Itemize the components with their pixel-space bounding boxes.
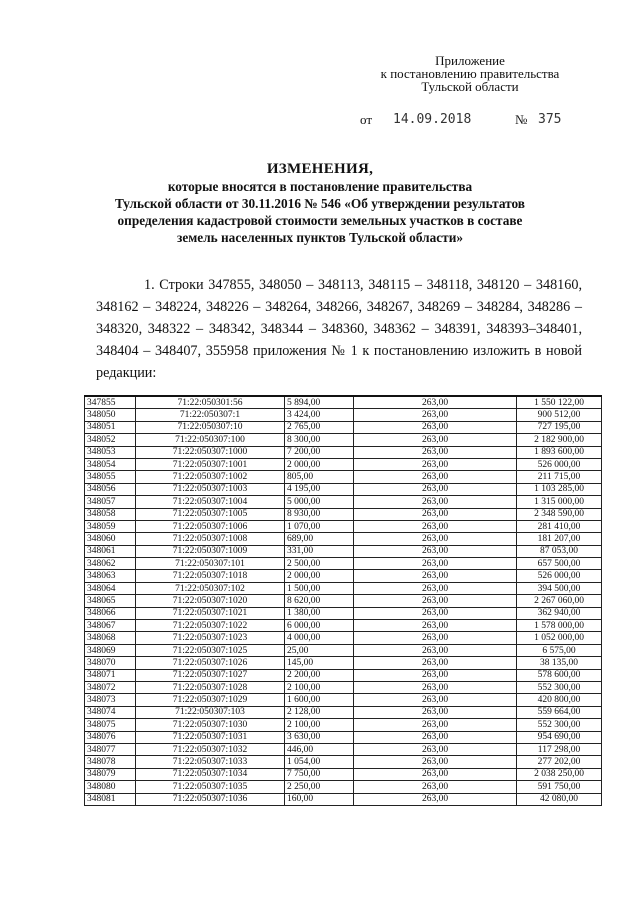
- rate-cell: 263,00: [354, 694, 517, 706]
- row-id-cell: 348069: [85, 644, 136, 656]
- table-row: [85, 570, 602, 582]
- value-cell: 657 500,00: [517, 558, 602, 570]
- table-row: [85, 719, 602, 731]
- rate-cell: 263,00: [354, 781, 517, 793]
- table-row: [85, 458, 602, 470]
- decree-date: 14.09.2018: [393, 112, 472, 127]
- table-row: [85, 471, 602, 483]
- cadastral-number-cell: 71:22:050307:1000: [136, 446, 285, 458]
- row-id-cell: 348064: [85, 582, 136, 594]
- rate-cell: 263,00: [354, 409, 517, 421]
- rate-cell: 263,00: [354, 595, 517, 607]
- value-cell: 526 000,00: [517, 458, 602, 470]
- area-cell: 805,00: [285, 471, 354, 483]
- document-heading: [60, 160, 580, 246]
- heading-line: земель населенных пунктов Тульской области»: [177, 230, 463, 245]
- table-row: [85, 781, 602, 793]
- row-id-cell: 348060: [85, 533, 136, 545]
- value-cell: 559 664,00: [517, 706, 602, 718]
- area-cell: 446,00: [285, 743, 354, 755]
- rate-cell: 263,00: [354, 471, 517, 483]
- row-id-cell: 348053: [85, 446, 136, 458]
- area-cell: 1 070,00: [285, 520, 354, 532]
- area-cell: 4 000,00: [285, 632, 354, 644]
- rate-cell: 263,00: [354, 719, 517, 731]
- cadastral-number-cell: 71:22:050307:1004: [136, 496, 285, 508]
- cadastral-number-cell: 71:22:050307:1031: [136, 731, 285, 743]
- table-row: [85, 669, 602, 681]
- value-cell: 1 578 000,00: [517, 620, 602, 632]
- row-id-cell: 348081: [85, 793, 136, 805]
- value-cell: 552 300,00: [517, 719, 602, 731]
- table-row: [85, 731, 602, 743]
- cadastral-number-cell: 71:22:050307:1003: [136, 483, 285, 495]
- rate-cell: 263,00: [354, 421, 517, 433]
- row-id-cell: 348079: [85, 768, 136, 780]
- rate-cell: 263,00: [354, 607, 517, 619]
- cadastral-number-cell: 71:22:050307:1025: [136, 644, 285, 656]
- rate-cell: 263,00: [354, 570, 517, 582]
- cadastral-number-cell: 71:22:050307:1009: [136, 545, 285, 557]
- table-row: [85, 657, 602, 669]
- row-id-cell: 348054: [85, 458, 136, 470]
- row-id-cell: 348059: [85, 520, 136, 532]
- rate-cell: 263,00: [354, 533, 517, 545]
- rate-cell: 263,00: [354, 396, 517, 409]
- rate-cell: 263,00: [354, 669, 517, 681]
- value-cell: 6 575,00: [517, 644, 602, 656]
- heading-line: определения кадастровой стоимости земельных участков в составе: [117, 213, 523, 228]
- area-cell: 25,00: [285, 644, 354, 656]
- rate-cell: 263,00: [354, 496, 517, 508]
- value-cell: 578 600,00: [517, 669, 602, 681]
- table-row: [85, 620, 602, 632]
- value-cell: 2 267 060,00: [517, 595, 602, 607]
- area-cell: 8 300,00: [285, 434, 354, 446]
- row-id-cell: 348068: [85, 632, 136, 644]
- value-cell: 1 550 122,00: [517, 396, 602, 409]
- number-sign: №: [515, 112, 528, 127]
- rate-cell: 263,00: [354, 483, 517, 495]
- value-cell: 1 052 000,00: [517, 632, 602, 644]
- value-cell: 420 800,00: [517, 694, 602, 706]
- table-row: [85, 434, 602, 446]
- row-id-cell: 348055: [85, 471, 136, 483]
- table-row: [85, 644, 602, 656]
- table-row: [85, 508, 602, 520]
- rate-cell: 263,00: [354, 706, 517, 718]
- value-cell: 362 940,00: [517, 607, 602, 619]
- cadastral-number-cell: 71:22:050307:1023: [136, 632, 285, 644]
- area-cell: 2 128,00: [285, 706, 354, 718]
- row-id-cell: 348067: [85, 620, 136, 632]
- table-row: [85, 582, 602, 594]
- area-cell: 2 200,00: [285, 669, 354, 681]
- value-cell: 277 202,00: [517, 756, 602, 768]
- area-cell: 2 100,00: [285, 719, 354, 731]
- cadastral-number-cell: 71:22:050307:1022: [136, 620, 285, 632]
- value-cell: 552 300,00: [517, 681, 602, 693]
- row-id-cell: 348066: [85, 607, 136, 619]
- rate-cell: 263,00: [354, 644, 517, 656]
- cadastral-number-cell: 71:22:050307:100: [136, 434, 285, 446]
- row-id-cell: 348062: [85, 558, 136, 570]
- rate-cell: 263,00: [354, 520, 517, 532]
- rate-cell: 263,00: [354, 632, 517, 644]
- area-cell: 2 500,00: [285, 558, 354, 570]
- value-cell: 900 512,00: [517, 409, 602, 421]
- row-id-cell: 348076: [85, 731, 136, 743]
- cadastral-number-cell: 71:22:050307:1002: [136, 471, 285, 483]
- row-id-cell: 348071: [85, 669, 136, 681]
- cadastral-number-cell: 71:22:050307:10: [136, 421, 285, 433]
- rate-cell: 263,00: [354, 545, 517, 557]
- row-id-cell: 348065: [85, 595, 136, 607]
- value-cell: 394 500,00: [517, 582, 602, 594]
- table-row: [85, 706, 602, 718]
- value-cell: 954 690,00: [517, 731, 602, 743]
- row-id-cell: 348063: [85, 570, 136, 582]
- appendix-header: [340, 54, 600, 93]
- decree-number: 375: [538, 112, 562, 127]
- area-cell: 4 195,00: [285, 483, 354, 495]
- cadastral-number-cell: 71:22:050307:1028: [136, 681, 285, 693]
- table-body: [85, 396, 602, 805]
- cadastral-number-cell: 71:22:050307:1006: [136, 520, 285, 532]
- rate-cell: 263,00: [354, 793, 517, 805]
- from-label: от: [360, 112, 373, 127]
- value-cell: 1 893 600,00: [517, 446, 602, 458]
- row-id-cell: 348072: [85, 681, 136, 693]
- row-id-cell: 348056: [85, 483, 136, 495]
- rate-cell: 263,00: [354, 743, 517, 755]
- table-row: [85, 409, 602, 421]
- table-row: [85, 446, 602, 458]
- table-row: [85, 421, 602, 433]
- value-cell: 2 182 900,00: [517, 434, 602, 446]
- value-cell: 38 135,00: [517, 657, 602, 669]
- value-cell: 526 000,00: [517, 570, 602, 582]
- row-id-cell: 348075: [85, 719, 136, 731]
- rate-cell: 263,00: [354, 756, 517, 768]
- heading-title: ИЗМЕНЕНИЯ,: [266, 161, 374, 177]
- cadastral-number-cell: 71:22:050307:1: [136, 409, 285, 421]
- value-cell: 181 207,00: [517, 533, 602, 545]
- cadastral-number-cell: 71:22:050307:1005: [136, 508, 285, 520]
- table-row: [85, 743, 602, 755]
- row-id-cell: 348057: [85, 496, 136, 508]
- rate-cell: 263,00: [354, 508, 517, 520]
- area-cell: 689,00: [285, 533, 354, 545]
- table-row: [85, 607, 602, 619]
- area-cell: 2 250,00: [285, 781, 354, 793]
- table-row: [85, 595, 602, 607]
- cadastral-number-cell: 71:22:050307:1008: [136, 533, 285, 545]
- row-id-cell: 348077: [85, 743, 136, 755]
- row-id-cell: 348070: [85, 657, 136, 669]
- area-cell: 2 000,00: [285, 458, 354, 470]
- value-cell: 2 348 590,00: [517, 508, 602, 520]
- table-row: [85, 496, 602, 508]
- area-cell: 7 750,00: [285, 768, 354, 780]
- cadastral-number-cell: 71:22:050307:1032: [136, 743, 285, 755]
- row-id-cell: 348074: [85, 706, 136, 718]
- cadastral-number-cell: 71:22:050307:1036: [136, 793, 285, 805]
- value-cell: 727 195,00: [517, 421, 602, 433]
- table-row: [85, 558, 602, 570]
- value-cell: 87 053,00: [517, 545, 602, 557]
- area-cell: 7 200,00: [285, 446, 354, 458]
- area-cell: 145,00: [285, 657, 354, 669]
- body-paragraph: 1. Строки 347855, 348050 – 348113, 348115 – 348118, 348120 – 348160, 348162 – 348224, 348226 – 348264, 348266, 348267, 348269 – 348284, 348286 – 348320, 348322 – 348342, 348344 – 348360, 348362 – 348391, 348393–348401, 348404 – 348407, 355958 приложения № 1 к постановлению изложить в новой редакции:: [96, 277, 582, 381]
- value-cell: 42 080,00: [517, 793, 602, 805]
- value-cell: 281 410,00: [517, 520, 602, 532]
- rate-cell: 263,00: [354, 620, 517, 632]
- table-row: [85, 632, 602, 644]
- table-row: [85, 768, 602, 780]
- row-id-cell: 348080: [85, 781, 136, 793]
- rate-cell: 263,00: [354, 582, 517, 594]
- rate-cell: 263,00: [354, 768, 517, 780]
- row-id-cell: 347855: [85, 396, 136, 409]
- cadastral-number-cell: 71:22:050307:1001: [136, 458, 285, 470]
- cadastral-number-cell: 71:22:050301:56: [136, 396, 285, 409]
- row-id-cell: 348061: [85, 545, 136, 557]
- table-row: [85, 533, 602, 545]
- area-cell: 6 000,00: [285, 620, 354, 632]
- area-cell: 3 630,00: [285, 731, 354, 743]
- rate-cell: 263,00: [354, 434, 517, 446]
- value-cell: 1 315 000,00: [517, 496, 602, 508]
- area-cell: 5 000,00: [285, 496, 354, 508]
- table-row: [85, 396, 602, 409]
- area-cell: 8 930,00: [285, 508, 354, 520]
- table-row: [85, 756, 602, 768]
- cadastral-number-cell: 71:22:050307:1030: [136, 719, 285, 731]
- area-cell: 2 765,00: [285, 421, 354, 433]
- appendix-line: Приложение: [435, 53, 505, 68]
- area-cell: 2 100,00: [285, 681, 354, 693]
- table-row: [85, 681, 602, 693]
- appendix-line: Тульской области: [421, 79, 519, 94]
- area-cell: 3 424,00: [285, 409, 354, 421]
- heading-line: Тульской области от 30.11.2016 № 546 «Об утверждении результатов: [115, 196, 525, 211]
- cadastral-number-cell: 71:22:050307:1034: [136, 768, 285, 780]
- value-cell: 2 038 250,00: [517, 768, 602, 780]
- cadastral-number-cell: 71:22:050307:1029: [136, 694, 285, 706]
- area-cell: 1 500,00: [285, 582, 354, 594]
- rate-cell: 263,00: [354, 446, 517, 458]
- body-text: [96, 274, 582, 384]
- rate-cell: 263,00: [354, 657, 517, 669]
- cadastral-number-cell: 71:22:050307:1020: [136, 595, 285, 607]
- rate-cell: 263,00: [354, 681, 517, 693]
- area-cell: 331,00: [285, 545, 354, 557]
- row-id-cell: 348051: [85, 421, 136, 433]
- cadastral-number-cell: 71:22:050307:1027: [136, 669, 285, 681]
- appendix-line: к постановлению правительства: [380, 66, 560, 81]
- table-row: [85, 520, 602, 532]
- row-id-cell: 348058: [85, 508, 136, 520]
- rate-cell: 263,00: [354, 731, 517, 743]
- value-cell: 117 298,00: [517, 743, 602, 755]
- cadastral-number-cell: 71:22:050307:1033: [136, 756, 285, 768]
- area-cell: 1 054,00: [285, 756, 354, 768]
- table-row: [85, 694, 602, 706]
- cadastral-number-cell: 71:22:050307:103: [136, 706, 285, 718]
- cadastral-number-cell: 71:22:050307:1018: [136, 570, 285, 582]
- cadastral-number-cell: 71:22:050307:102: [136, 582, 285, 594]
- row-id-cell: 348078: [85, 756, 136, 768]
- area-cell: 5 894,00: [285, 396, 354, 409]
- area-cell: 1 380,00: [285, 607, 354, 619]
- value-cell: 1 103 285,00: [517, 483, 602, 495]
- table-row: [85, 793, 602, 805]
- area-cell: 8 620,00: [285, 595, 354, 607]
- area-cell: 1 600,00: [285, 694, 354, 706]
- table-row: [85, 483, 602, 495]
- cadastral-number-cell: 71:22:050307:1026: [136, 657, 285, 669]
- cadastral-number-cell: 71:22:050307:1035: [136, 781, 285, 793]
- table-row: [85, 545, 602, 557]
- cadastral-table: [84, 395, 602, 806]
- cadastral-number-cell: 71:22:050307:101: [136, 558, 285, 570]
- row-id-cell: 348050: [85, 409, 136, 421]
- area-cell: 160,00: [285, 793, 354, 805]
- heading-line: которые вносятся в постановление правительства: [167, 179, 473, 194]
- value-cell: 591 750,00: [517, 781, 602, 793]
- cadastral-number-cell: 71:22:050307:1021: [136, 607, 285, 619]
- row-id-cell: 348052: [85, 434, 136, 446]
- value-cell: 211 715,00: [517, 471, 602, 483]
- rate-cell: 263,00: [354, 458, 517, 470]
- area-cell: 2 000,00: [285, 570, 354, 582]
- rate-cell: 263,00: [354, 558, 517, 570]
- row-id-cell: 348073: [85, 694, 136, 706]
